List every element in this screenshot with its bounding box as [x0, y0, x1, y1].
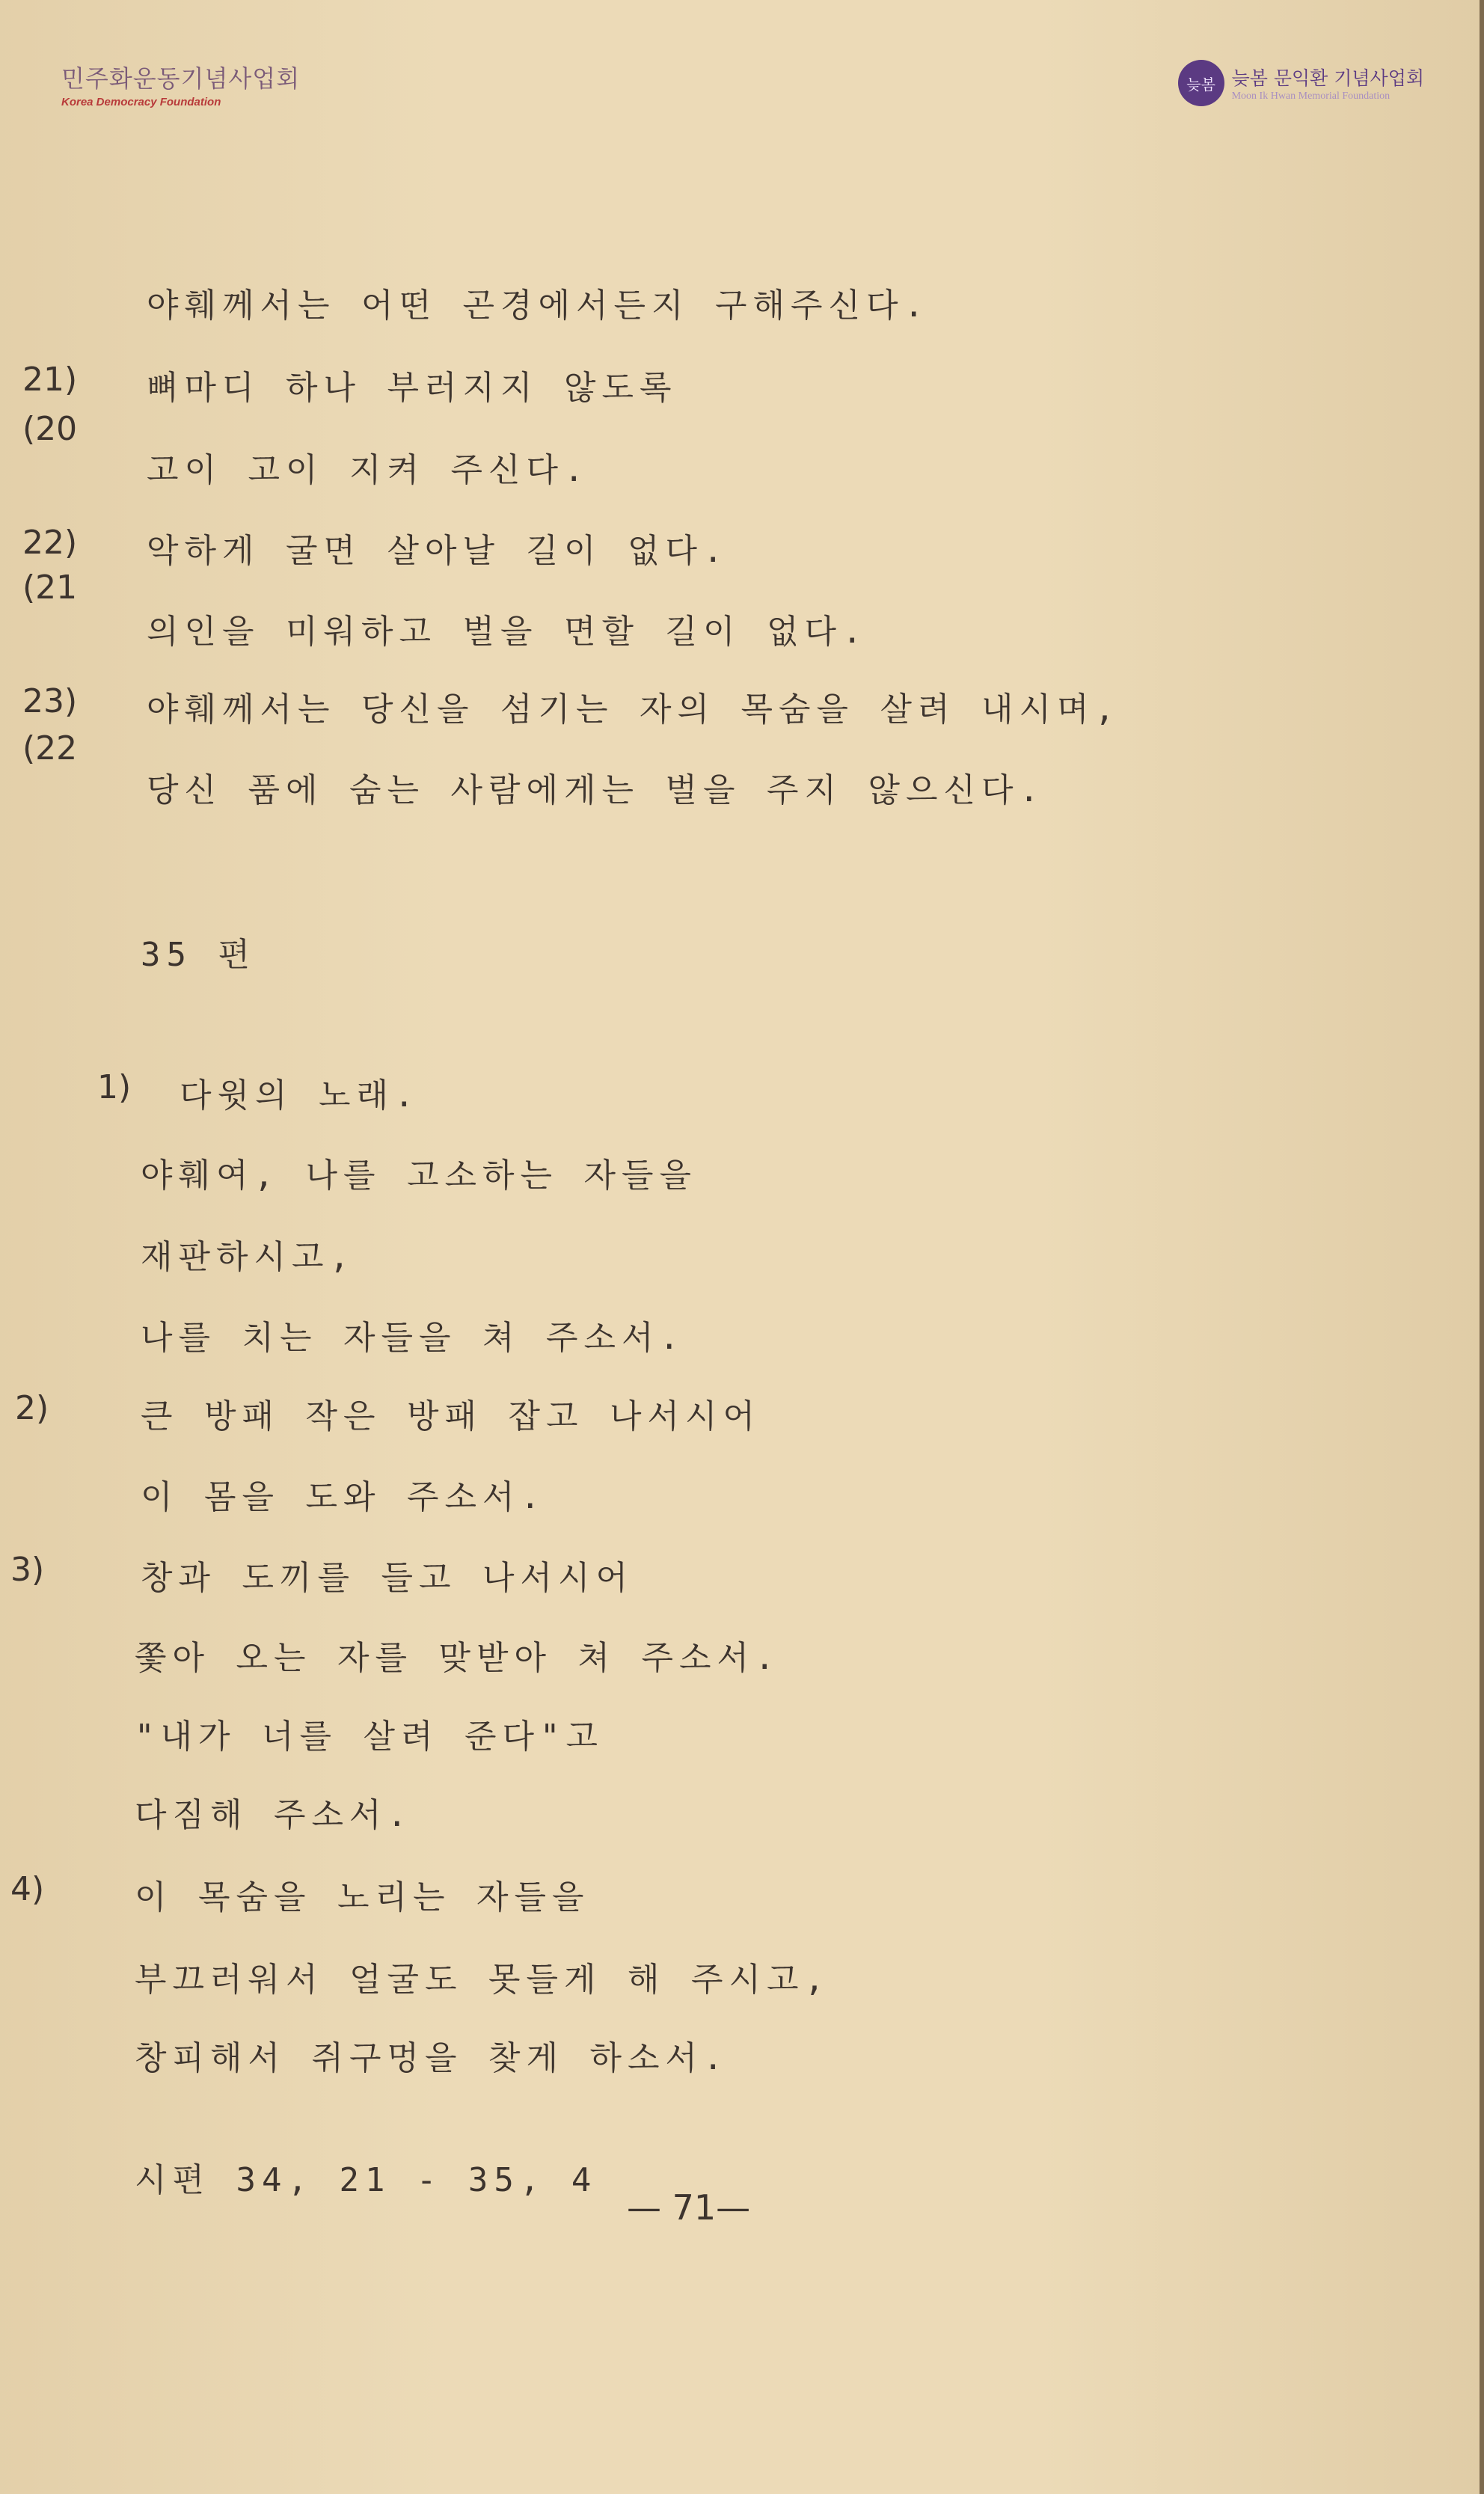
- text-line: 이 목숨을 노리는 자들을: [135, 1878, 590, 1917]
- verse-number: (21: [22, 569, 78, 607]
- text-line: 야훼께서는 당신을 섬기는 자의 목숨을 살려 내시며,: [147, 690, 1121, 729]
- text-line: 의인을 미워하고 벌을 면할 길이 없다.: [147, 613, 868, 651]
- page-edge: [1480, 0, 1484, 2494]
- verse-number: 1): [97, 1068, 132, 1106]
- verse-number: 2): [15, 1389, 49, 1427]
- verse-number: 23): [22, 682, 78, 720]
- page-number: — 71—: [627, 2187, 751, 2228]
- foundation-name-korean: 늦봄 문익환 기념사업회: [1231, 67, 1424, 89]
- text-line: 다짐해 주소서.: [135, 1796, 414, 1834]
- text-line: 재판하시고,: [141, 1238, 356, 1276]
- scripture-reference: 시편 34, 21 - 35, 4: [135, 2161, 598, 2199]
- text-line: 다윗의 노래.: [180, 1076, 420, 1115]
- org-name-korean: 민주화운동기념사업회: [61, 64, 301, 93]
- text-line: 뼈마디 하나 부러지지 않도록: [147, 369, 678, 407]
- verse-number: 21): [22, 361, 78, 399]
- verse-number: 3): [10, 1551, 45, 1589]
- text-line: 야훼께서는 어떤 곤경에서든지 구해주신다.: [147, 287, 930, 325]
- verse-number: 22): [22, 524, 78, 562]
- verse-number: (20: [22, 410, 78, 448]
- text-line: 창과 도끼를 들고 나서시어: [141, 1559, 634, 1597]
- text-line: 당신 품에 숨는 사람에게는 벌을 주지 않으신다.: [147, 771, 1046, 809]
- text-line: 야훼여, 나를 고소하는 자들을: [141, 1156, 698, 1195]
- text-line: 큰 방패 작은 방패 잡고 나서시어: [141, 1397, 761, 1436]
- text-line: 부끄러워서 얼굴도 못들게 해 주시고,: [135, 1961, 831, 1999]
- text-line: 고이 고이 지켜 주신다.: [147, 451, 590, 489]
- text-line: 쫓아 오는 자를 맞받아 쳐 주소서.: [135, 1639, 781, 1677]
- moon-ik-hwan-foundation-logo: [1178, 60, 1424, 106]
- foundation-name-english: Moon Ik Hwan Memorial Foundation: [1231, 91, 1391, 102]
- text-line: "내가 너를 살려 준다"고: [135, 1718, 604, 1756]
- text-line: 이 몸을 도와 주소서.: [141, 1478, 546, 1516]
- verse-number: 4): [10, 1870, 45, 1908]
- korea-democracy-foundation-logo: [61, 60, 300, 108]
- text-line: 악하게 굴면 살아날 길이 없다.: [147, 532, 729, 570]
- chapter-heading: 35 편: [141, 936, 256, 974]
- text-line: 나를 치는 자들을 쳐 주소서.: [141, 1319, 685, 1357]
- verse-number: (22: [22, 729, 78, 767]
- org-name-english: Korea Democracy Foundation: [61, 96, 221, 108]
- foundation-emblem-icon: 늦봄: [1178, 60, 1224, 106]
- text-line: 창피해서 쥐구멍을 찾게 하소서.: [135, 2039, 729, 2077]
